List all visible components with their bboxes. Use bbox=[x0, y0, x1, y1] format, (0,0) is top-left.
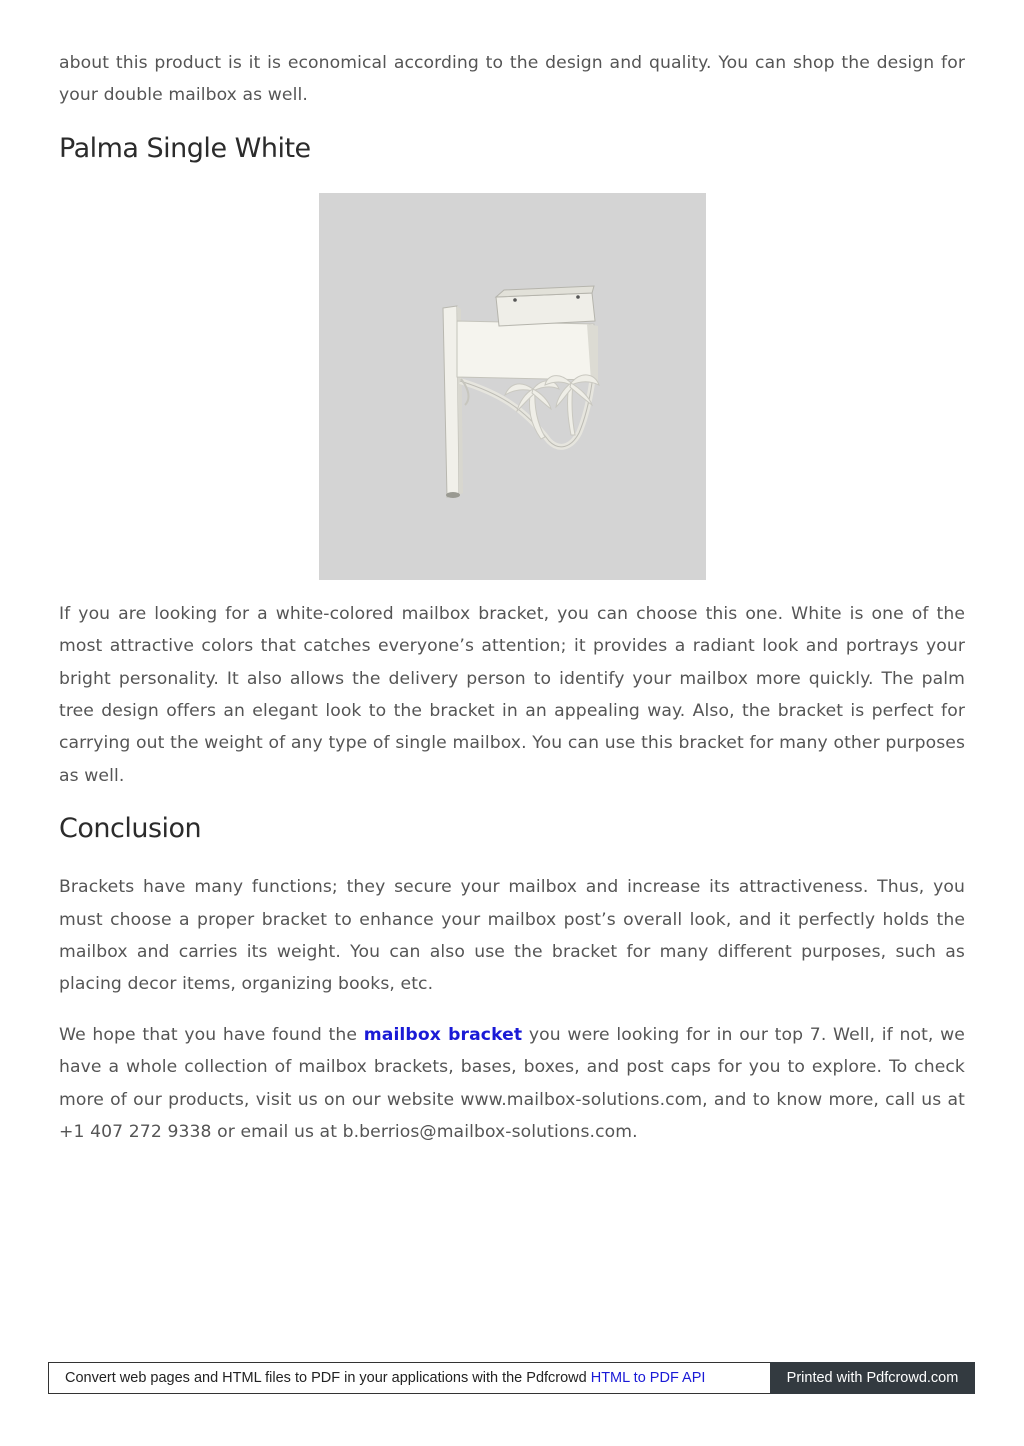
mailbox-bracket-link[interactable]: mailbox bracket bbox=[363, 1024, 523, 1045]
conclusion-text-after-link: you were looking for in our top 7. Well, if not, we have a whole collection of mailbox brackets, bases, boxes, and post caps for you to explore. To check more of our products, visit us on our website www.mailbox-solutions.com, and to know more, call us at +1 407 272 9338 or email us at b.berrios@mailbox-solutions.com. bbox=[59, 1024, 965, 1143]
palma-description-paragraph: If you are looking for a white-colored mailbox bracket, you can choose this one. White is one of the most attractive colors that catches everyone’s attention; it provides a radiant look and portrays your bright personality. It also allows the delivery person to identify your mailbox more quickly. The palm tree design offers an elegant look to the bracket in an appealing way. Also, the bracket is perfect for carrying out the weight of any type of single mailbox. You can use this bracket for many other purposes as well. bbox=[59, 603, 965, 786]
bracket-illustration bbox=[319, 193, 706, 580]
conclusion-paragraph-1: Brackets have many functions; they secure your mailbox and increase its attractiveness. Thus, you must choose a proper bracket to enhance your mailbox post’s overall look, and it perfectly holds the mailbox and carries its weight. You can also use the bracket for many different purposes, such as placing decor items, organizing books, etc. bbox=[59, 877, 965, 995]
conclusion-text-before-link: We hope that you have found the bbox=[59, 1024, 364, 1045]
footer-promo bbox=[48, 1362, 770, 1394]
product-figure bbox=[59, 193, 965, 580]
section-heading-conclusion: Conclusion bbox=[59, 813, 202, 845]
conclusion-paragraph-2 bbox=[59, 1019, 965, 1149]
intro-paragraph: about this product is it is economical according to the design and quality. You can shop the design for your double mailbox as well. bbox=[59, 53, 965, 106]
article-content bbox=[59, 47, 965, 1149]
pdfcrowd-footer bbox=[48, 1362, 975, 1394]
printed-with-pdfcrowd-badge[interactable]: Printed with Pdfcrowd.com bbox=[770, 1362, 975, 1394]
footer-promo-text: Convert web pages and HTML files to PDF in your applications with the Pdfcrowd bbox=[65, 1370, 587, 1386]
section-heading-palma-single-white: Palma Single White bbox=[59, 132, 311, 164]
html-to-pdf-api-link[interactable]: HTML to PDF API bbox=[590, 1370, 706, 1386]
mailbox-bracket-palm-tree-photo bbox=[319, 193, 706, 580]
